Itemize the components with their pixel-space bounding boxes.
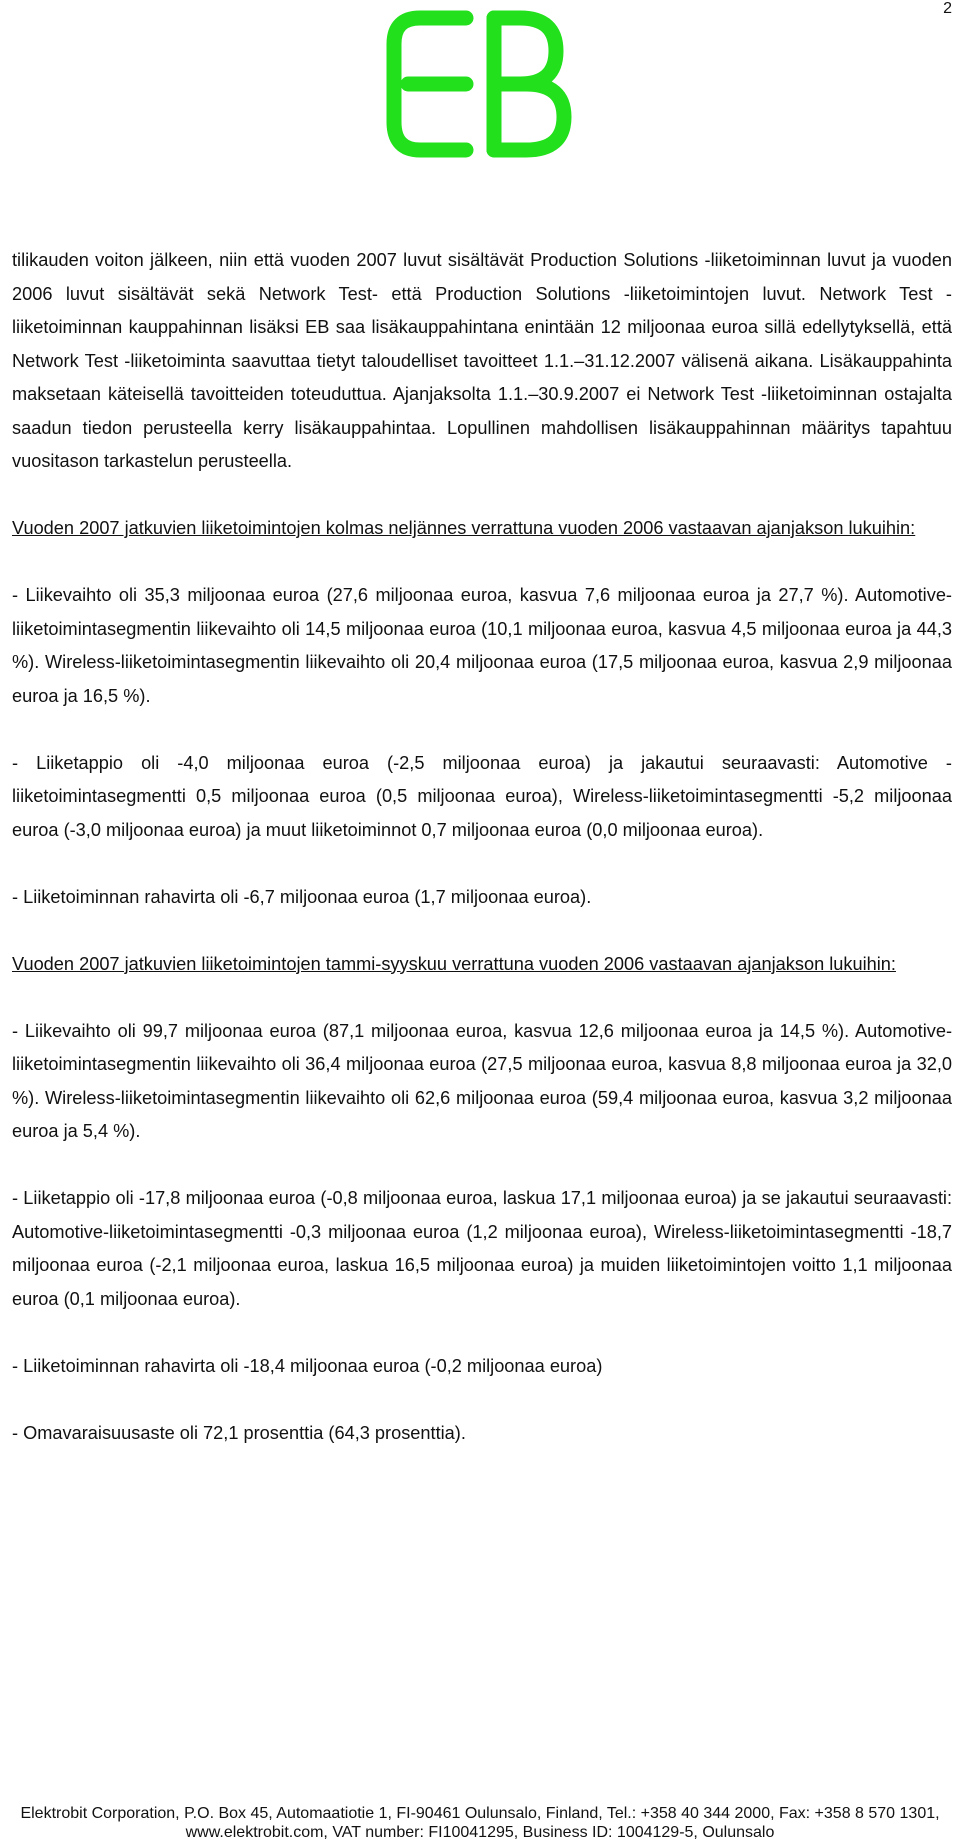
section-heading-jan-sep: Vuoden 2007 jatkuvien liiketoimintojen tammi-syyskuu verrattuna vuoden 2006 vastaavan ajanjakson lukuihin: bbox=[12, 953, 896, 974]
q3-revenue-paragraph: - Liikevaihto oli 35,3 miljoonaa euroa (27,6 miljoonaa euroa, kasvua 7,6 miljoonaa euroa ja 27,7 %). Automotive-liiketoimintasegmentin liikevaihto oli 14,5 miljoonaa euroa (10,1 miljoonaa euroa, kasvua 4,5 miljoonaa euroa ja 44,3 %). Wireless-liiketoimintasegmentin liikevaihto oli 20,4 miljoonaa euroa (17,5 miljoonaa euroa, kasvua 2,9 miljoonaa euroa ja 16,5 %). bbox=[12, 585, 952, 706]
jan-sep-revenue-paragraph: - Liikevaihto oli 99,7 miljoonaa euroa (87,1 miljoonaa euroa, kasvua 12,6 miljoonaa euroa ja 14,5 %). Automotive-liiketoimintasegmentin liikevaihto oli 36,4 miljoonaa euroa (27,5 miljoonaa euroa, kasvua 8,8 miljoonaa euroa ja 32,0 %). Wireless-liiketoimintasegmentin liikevaihto oli 62,6 miljoonaa euroa (59,4 miljoonaa euroa, kasvua 3,2 miljoonaa euroa ja 5,4 %). bbox=[12, 1020, 952, 1141]
jan-sep-operating-loss-paragraph: - Liiketappio oli -17,8 miljoonaa euroa (-0,8 miljoonaa euroa, laskua 17,1 miljoonaa euroa) ja se jakautui seuraavasti: Automotive-liiketoimintasegmentti -0,3 miljoonaa euroa (1,2 miljoonaa euroa), Wireless-liiketoimintasegmentti -18,7 miljoonaa euroa (-2,1 miljoonaa euroa, laskua 16,5 miljoonaa euroa) ja muiden liiketoimintojen voitto 1,1 miljoonaa euroa (0,1 miljoonaa euroa). bbox=[12, 1188, 952, 1309]
footer-company-info-line: www.elektrobit.com, VAT number: FI10041295, Business ID: 1004129-5, Oulunsalo bbox=[185, 1824, 775, 1841]
body-text bbox=[12, 244, 952, 1450]
jan-sep-cash-flow-paragraph: - Liiketoiminnan rahavirta oli -18,4 miljoonaa euroa (-0,2 miljoonaa euroa) bbox=[12, 1355, 603, 1376]
page-number: 2 bbox=[943, 0, 952, 17]
q3-cash-flow-paragraph: - Liiketoiminnan rahavirta oli -6,7 miljoonaa euroa (1,7 miljoonaa euroa). bbox=[12, 886, 592, 907]
page-footer bbox=[0, 1804, 960, 1842]
section-heading-q3: Vuoden 2007 jatkuvien liiketoimintojen kolmas neljännes verrattuna vuoden 2006 vastaavan ajanjakson lukuihin: bbox=[12, 518, 916, 538]
eb-logo bbox=[380, 4, 580, 164]
equity-ratio-paragraph: - Omavaraisuusaste oli 72,1 prosenttia (64,3 prosenttia). bbox=[12, 1422, 466, 1443]
intro-paragraph: tilikauden voiton jälkeen, niin että vuoden 2007 luvut sisältävät Production Solutions -liiketoiminnan luvut ja vuoden 2006 luvut sisältävät sekä Network Test- että Production Solutions -liiketoimintojen luvut. Network Test -liiketoiminnan kauppahinnan lisäksi EB saa lisäkauppahintana enintään 12 miljoonaa euroa sillä edellytyksellä, että Network Test -liiketoiminta saavuttaa tietyt taloudelliset tavoitteet 1.1.–31.12.2007 välisenä aikana. Lisäkauppahinta maksetaan käteisellä tavoitteiden toteuduttua. Ajanjaksolta 1.1.–30.9.2007 ei Network Test -liiketoiminnan ostajalta saadun tiedon perusteella kerry lisäkauppahintaa. Lopullinen mahdollisen lisäkauppahinnan määritys tapahtuu vuositason tarkastelun perusteella. bbox=[12, 250, 952, 471]
q3-operating-loss-paragraph: - Liiketappio oli -4,0 miljoonaa euroa (-2,5 miljoonaa euroa) ja jakautui seuraavasti: Automotive -liiketoimintasegmentti 0,5 miljoonaa euroa (0,5 miljoonaa euroa), Wireless-liiketoimintasegmentti -5,2 miljoonaa euroa (-3,0 miljoonaa euroa) ja muut liiketoiminnot 0,7 miljoonaa euroa (0,0 miljoonaa euroa). bbox=[12, 752, 952, 840]
footer-address-line: Elektrobit Corporation, P.O. Box 45, Automaatiotie 1, FI-90461 Oulunsalo, Finland, Tel.: +358 40 344 2000, Fax: +358 8 570 1301, bbox=[20, 1805, 940, 1822]
